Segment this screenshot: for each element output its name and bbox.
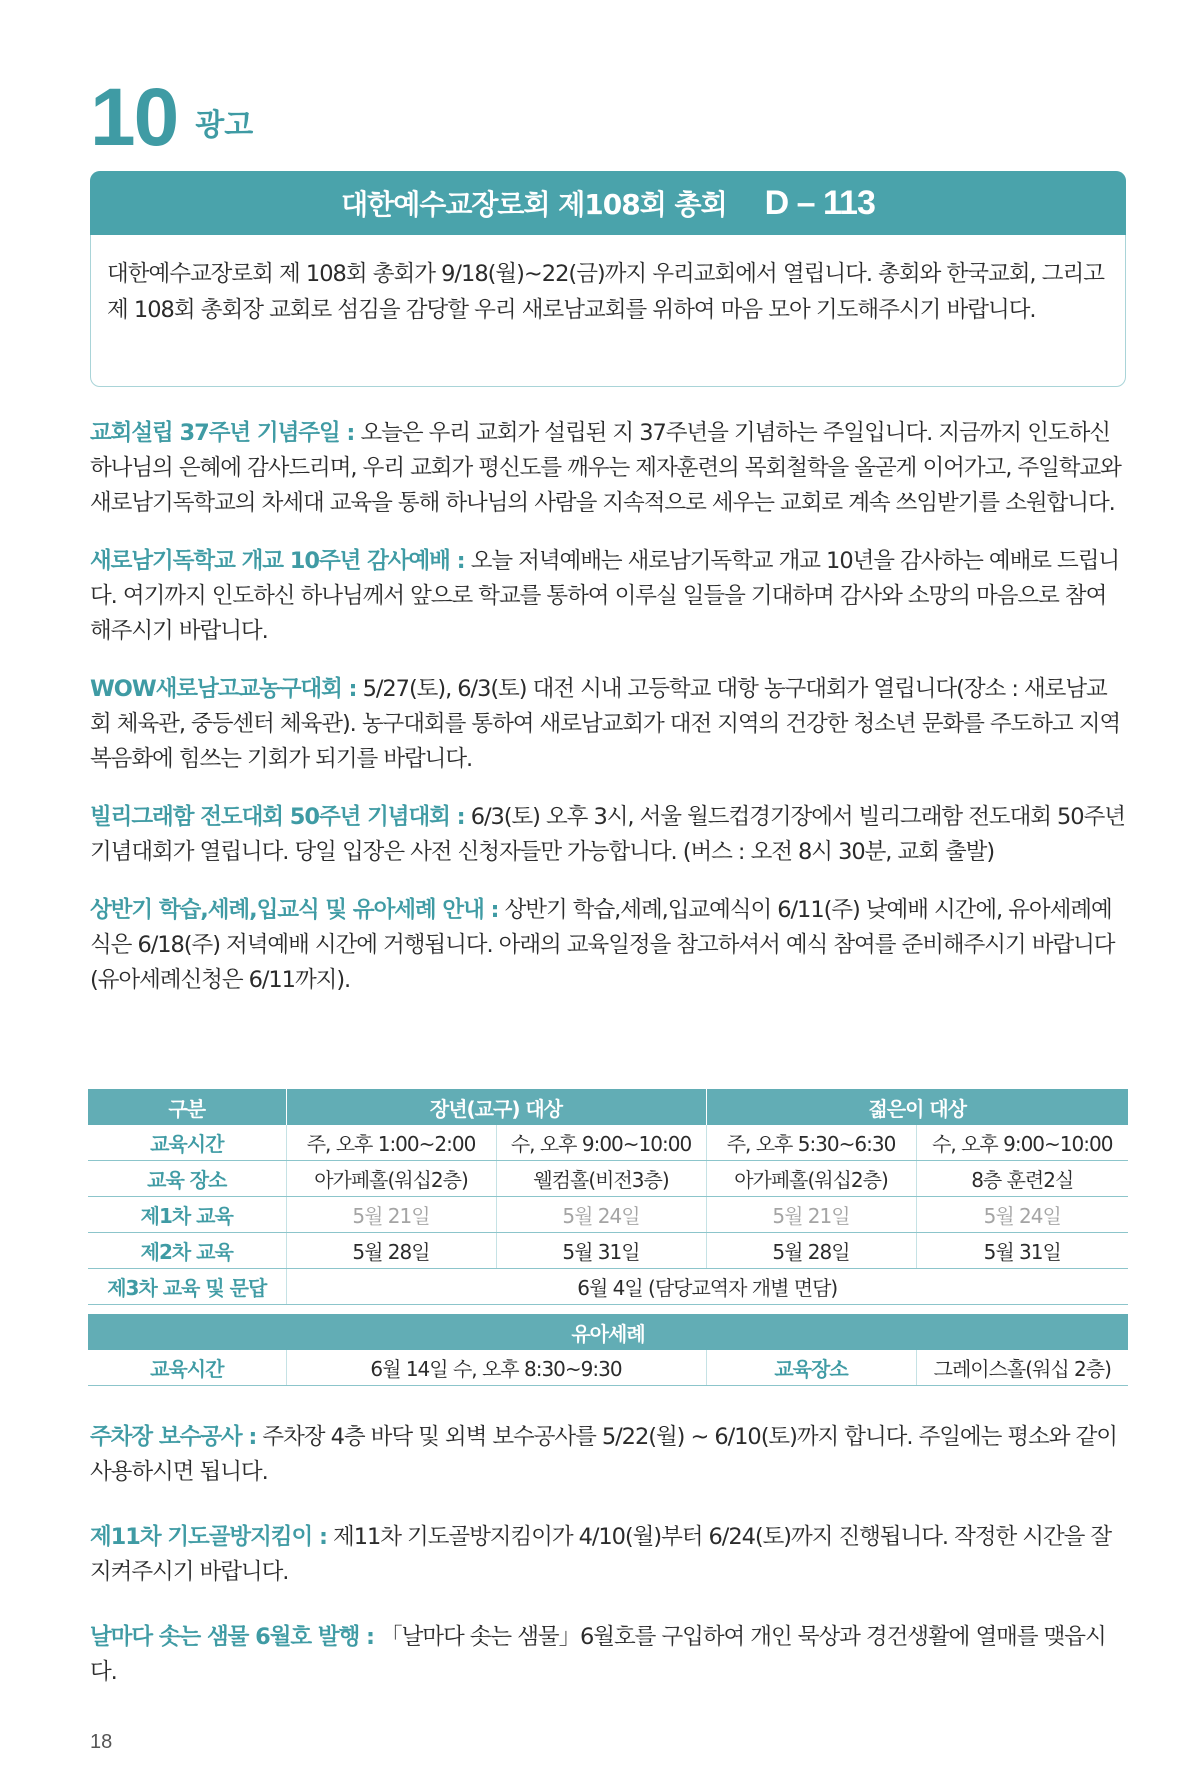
table-header-row [88,1089,1128,1125]
row-label: 제1차 교육 [88,1197,286,1233]
row-label: 제3차 교육 및 문답 [88,1269,286,1305]
infant-time: 6월 14일 수, 오후 8:30~9:30 [286,1350,706,1386]
table-cell: 주, 오후 5:30~6:30 [706,1125,916,1161]
notice-text: 오늘은 우리 교회가 설립된 지 37주년을 기념하는 주일입니다. 지금까지 인도하신 하나님의 은혜에 감사드리며, 우리 교회가 평신도를 깨우는 제자훈련의 목회철학을 올곧게 이어가고, 주일학교와 새로남기독학교의 차세대 교육을 통해 하나님의 사람을 지속적으로 세우는 교회로 계속 쓰임받기를 소원합니다. [90,420,1121,516]
notice-basketball [90,672,1126,777]
education-schedule-table [88,1089,1128,1386]
notice-label: 교회설립 37주년 기념주일 : [90,420,355,446]
table-cell: 수, 오후 9:00~10:00 [496,1125,706,1161]
notice-label: 주차장 보수공사 : [90,1424,257,1450]
table-cell: 5월 31일 [496,1233,706,1269]
table-cell: 8층 훈련2실 [916,1161,1128,1197]
infant-place: 그레이스홀(워십 2층) [916,1350,1128,1386]
notice-prayer-room [90,1520,1126,1590]
infant-place-label: 교육장소 [706,1350,916,1386]
table-cell: 수, 오후 9:00~10:00 [916,1125,1128,1161]
header-youth: 젊은이 대상 [706,1089,1128,1125]
section-title: 광고 [195,108,254,143]
table-cell: 아가페홀(워십2층) [706,1161,916,1197]
table-spacer [88,1305,1128,1315]
dday-count: D – 113 [764,183,875,222]
notice-list [90,416,1126,998]
notice-label: 새로남기독학교 개교 10주년 감사예배 : [90,548,465,574]
notice-text: 제11차 기도골방지킴이가 4/10(월)부터 6/24(토)까지 진행됩니다. 작정한 시간을 잘 지켜주시기 바랍니다. [90,1524,1112,1585]
row-label: 제2차 교육 [88,1233,286,1269]
table-row [88,1197,1128,1233]
notice-text: 주차장 4층 바닥 및 외벽 보수공사를 5/22(월) ~ 6/10(토)까지 합니다. 주일에는 평소와 같이 사용하시면 됩니다. [90,1424,1117,1485]
table-cell: 5월 21일 [286,1197,496,1233]
notice-label: 제11차 기도골방지킴이 : [90,1524,327,1550]
notice-text: 오늘 저녁예배는 새로남기독학교 개교 10년을 감사하는 예배로 드립니다. 여기까지 인도하신 하나님께서 앞으로 학교를 통하여 이루실 일들을 기대하며 감사와 소망의 마음으로 참여해주시기 바랍니다. [90,548,1120,644]
notice-school-anniversary [90,544,1126,649]
table-cell: 5월 21일 [706,1197,916,1233]
notice-label: 빌리그래함 전도대회 50주년 기념대회 : [90,804,465,830]
dday-body: 대한예수교장로회 제 108회 총회가 9/18(월)~22(금)까지 우리교회에서 열립니다. 총회와 한국교회, 그리고 제 108회 총회장 교회로 섬김을 감당할 우리 새로남교회를 위하여 마음 모아 기도해주시기 바랍니다. [107,261,1104,323]
dday-title-bar [90,171,1126,235]
table-cell: 5월 24일 [916,1197,1128,1233]
table-row [88,1350,1128,1386]
page-header [90,72,254,163]
page-number: 18 [90,1731,113,1753]
table-row [88,1161,1128,1197]
infant-baptism-title: 유아세례 [88,1314,1128,1350]
notice-label: 상반기 학습,세례,입교식 및 유아세례 안내 : [90,897,499,923]
notice-anniversary [90,416,1126,521]
row-label: 교육시간 [88,1125,286,1161]
notice-text: 5/27(토), 6/3(토) 대전 시내 고등학교 대항 농구대회가 열립니다(장소 : 새로남교회 체육관, 중등센터 체육관). 농구대회를 통하여 새로남교회가 대전 지역의 건강한 청소년 문화를 주도하고 지역복음화에 힘쓰는 기회가 되기를 바랍니다. [90,676,1121,772]
table-row [88,1125,1128,1161]
notice-text: 상반기 학습,세례,입교예식이 6/11(주) 낮예배 시간에, 유아세례예식은 6/18(주) 저녁예배 시간에 거행됩니다. 아래의 교육일정을 참고하셔서 예식 참여를 준비해주시기 바랍니다(유아세례신청은 6/11까지). [90,897,1115,993]
table-row [88,1269,1128,1305]
dday-box [90,171,1126,387]
table-cell: 5월 24일 [496,1197,706,1233]
header-category: 구분 [88,1089,286,1125]
notice-label: 날마다 솟는 샘물 6월호 발행 : [90,1624,375,1650]
table-cell: 웰컴홀(비전3층) [496,1161,706,1197]
notice-baptism [90,893,1126,998]
notice-text: 6/3(토) 오후 3시, 서울 월드컵경기장에서 빌리그래함 전도대회 50주년 기념대회가 열립니다. 당일 입장은 사전 신청자들만 가능합니다. (버스 : 오전 8시 30분, 교회 출발) [90,804,1125,865]
header-adult: 장년(교구) 대상 [286,1089,706,1125]
table-cell: 주, 오후 1:00~2:00 [286,1125,496,1161]
notice-parking [90,1420,1126,1490]
notice-text: 「날마다 솟는 샘물」6월호를 구입하여 개인 묵상과 경건생활에 열매를 맺읍시다. [90,1624,1106,1685]
section-number: 10 [90,72,178,163]
notice-list-bottom [90,1420,1126,1690]
dday-title: 대한예수교장로회 제108회 총회 [341,188,727,221]
notice-billy-graham [90,800,1126,870]
table-cell: 5월 28일 [286,1233,496,1269]
table-cell: 5월 28일 [706,1233,916,1269]
notice-label: WOW새로남고교농구대회 : [90,676,357,702]
infant-header-row [88,1314,1128,1350]
table-cell: 아가페홀(워십2층) [286,1161,496,1197]
infant-time-label: 교육시간 [88,1350,286,1386]
table-row [88,1233,1128,1269]
table-cell: 6월 4일 (담당교역자 개별 면담) [286,1269,1128,1305]
row-label: 교육 장소 [88,1161,286,1197]
notice-devotional [90,1620,1126,1690]
table-cell: 5월 31일 [916,1233,1128,1269]
